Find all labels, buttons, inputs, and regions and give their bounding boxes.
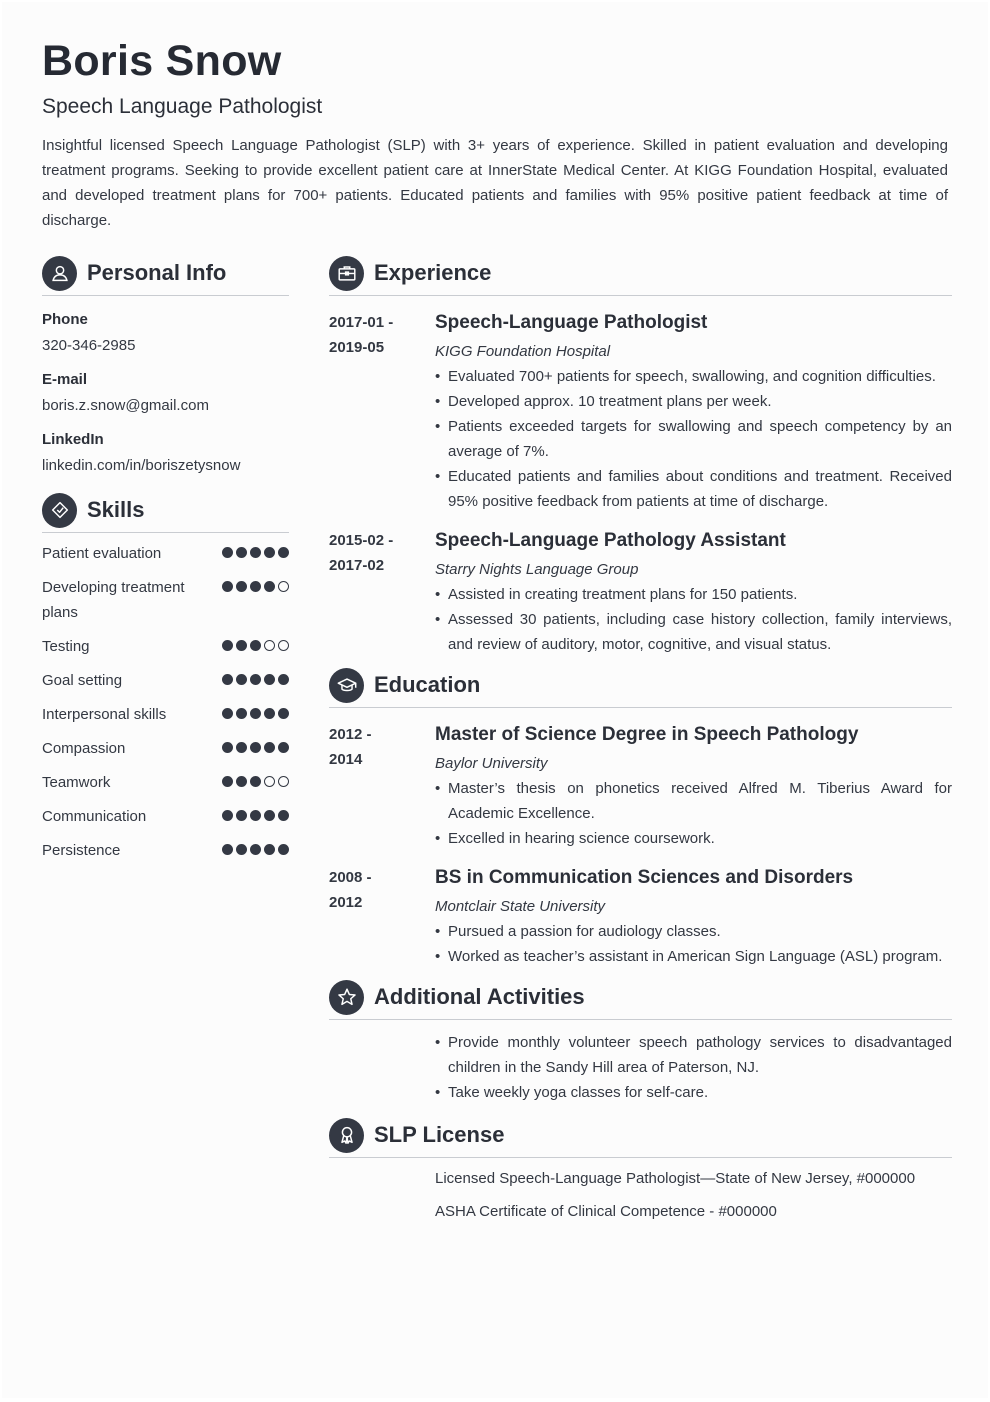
skill-name: Developing treatment plans xyxy=(42,579,185,622)
bullet-item: • Excelled in hearing science coursework. xyxy=(435,826,952,851)
activities-section xyxy=(329,979,952,1105)
skill-rating xyxy=(222,736,289,753)
left-column xyxy=(42,255,289,1224)
education-heading xyxy=(329,667,952,708)
experience-list xyxy=(329,310,952,657)
skill-rating xyxy=(222,575,289,592)
education-entry xyxy=(329,865,952,969)
personal-info-list xyxy=(42,310,289,476)
resume-columns xyxy=(42,255,952,1224)
education-entry xyxy=(329,722,952,851)
skills-heading xyxy=(42,492,289,533)
entry-body xyxy=(435,722,952,851)
rating-dot-filled xyxy=(264,674,275,685)
activity-item: • Provide monthly volunteer speech pathology services to disadvantaged children in the Sandy Hill area of Paterson, NJ. xyxy=(435,1030,952,1080)
entry-dates xyxy=(329,722,435,851)
skill-name: Interpersonal skills xyxy=(42,706,167,724)
activities-title: Additional Activities xyxy=(374,984,585,1010)
skill-row xyxy=(42,634,289,659)
bullet-item: • Educated patients and families about conditions and treatment. Received 95% positive feedback from patients at time of discharge. xyxy=(435,464,952,514)
skill-row xyxy=(42,575,289,625)
skill-row xyxy=(42,541,289,566)
skill-rating xyxy=(222,804,289,821)
phone-label: Phone xyxy=(42,311,88,329)
linkedin-label: LinkedIn xyxy=(42,431,104,449)
experience-entry xyxy=(329,310,952,514)
rating-dot-filled xyxy=(222,810,233,821)
rating-dot-filled xyxy=(222,776,233,787)
license-heading xyxy=(329,1117,952,1158)
rating-dot-empty xyxy=(264,776,275,787)
puzzle-hand-icon xyxy=(42,493,77,528)
skill-rating xyxy=(222,702,289,719)
entry-bullets xyxy=(435,364,952,514)
date-start: 2012 - xyxy=(329,726,372,744)
rating-dot-filled xyxy=(264,547,275,558)
rating-dot-filled xyxy=(236,640,247,651)
rating-dot-filled xyxy=(236,776,247,787)
rating-dot-filled xyxy=(236,708,247,719)
rating-dot-filled xyxy=(264,581,275,592)
entry-dates xyxy=(329,865,435,969)
entry-dates xyxy=(329,310,435,514)
rating-dot-filled xyxy=(250,674,261,685)
rating-dot-filled xyxy=(236,844,247,855)
rating-dot-empty xyxy=(278,776,289,787)
rating-dot-filled xyxy=(278,810,289,821)
rating-dot-filled xyxy=(278,674,289,685)
award-ribbon-icon xyxy=(329,1118,364,1153)
rating-dot-filled xyxy=(250,640,261,651)
bullet-item: • Evaluated 700+ patients for speech, swallowing, and cognition difficulties. xyxy=(435,364,952,389)
skill-rating xyxy=(222,668,289,685)
rating-dot-filled xyxy=(250,844,261,855)
skill-name: Communication xyxy=(42,808,147,826)
license-list xyxy=(435,1166,952,1224)
license-item: Licensed Speech-Language Pathologist—State of New Jersey, #000000 xyxy=(435,1170,916,1188)
right-column xyxy=(329,255,952,1224)
date-end: 2012 xyxy=(329,894,363,912)
entry-bullets xyxy=(435,919,952,969)
entry-bullets xyxy=(435,582,952,657)
skill-row xyxy=(42,838,289,863)
rating-dot-filled xyxy=(236,581,247,592)
rating-dot-empty xyxy=(278,581,289,592)
skill-name: Testing xyxy=(42,638,90,656)
rating-dot-filled xyxy=(250,547,261,558)
user-icon xyxy=(42,256,77,291)
rating-dot-filled xyxy=(250,742,261,753)
education-list xyxy=(329,722,952,969)
rating-dot-empty xyxy=(264,640,275,651)
rating-dot-filled xyxy=(250,708,261,719)
date-start: 2008 - xyxy=(329,869,372,887)
entry-body xyxy=(435,865,952,969)
activities-list xyxy=(435,1030,952,1105)
rating-dot-filled xyxy=(222,742,233,753)
skill-rating xyxy=(222,541,289,558)
entry-title: Speech-Language Pathology Assistant xyxy=(435,530,786,552)
skill-row xyxy=(42,770,289,795)
activities-heading xyxy=(329,979,952,1020)
rating-dot-filled xyxy=(278,742,289,753)
briefcase-icon xyxy=(329,256,364,291)
skill-row xyxy=(42,736,289,761)
activity-item: • Take weekly yoga classes for self-care. xyxy=(435,1080,952,1105)
bullet-item: • Pursued a passion for audiology classes. xyxy=(435,919,952,944)
bullet-item: • Patients exceeded targets for swallowing and speech competency by an average of 7%. xyxy=(435,414,952,464)
skill-rating xyxy=(222,838,289,855)
rating-dot-filled xyxy=(222,547,233,558)
entry-dates xyxy=(329,528,435,657)
bullet-item: • Assessed 30 patients, including case history collection, family interviews, and review of auditory, motor, cognitive, and visual status. xyxy=(435,607,952,657)
star-icon xyxy=(329,980,364,1015)
license-title: SLP License xyxy=(374,1122,505,1148)
education-section xyxy=(329,667,952,969)
rating-dot-filled xyxy=(250,776,261,787)
rating-dot-filled xyxy=(222,581,233,592)
rating-dot-filled xyxy=(264,810,275,821)
experience-section xyxy=(329,255,952,657)
rating-dot-filled xyxy=(236,742,247,753)
skill-name: Patient evaluation xyxy=(42,545,162,563)
rating-dot-filled xyxy=(278,547,289,558)
resume-page xyxy=(2,2,988,1398)
candidate-name: Boris Snow xyxy=(42,37,282,85)
entry-body xyxy=(435,310,952,514)
entry-organization: Starry Nights Language Group xyxy=(435,561,639,579)
rating-dot-filled xyxy=(222,674,233,685)
summary-paragraph: Insightful licensed Speech Language Pathologist (SLP) with 3+ years of experience. Skilled in patient evaluation and developing treatment programs. Seeking to provide excellent patient care at InnerState Medical Center. At KIGG Foundation Hospital, evaluated and developed treatment plans for 700+ patients. Educated patients and families with 95% positive patient feedback at time of discharge. xyxy=(42,137,948,230)
bullet-item: • Worked as teacher’s assistant in American Sign Language (ASL) program. xyxy=(435,944,952,969)
rating-dot-filled xyxy=(236,547,247,558)
license-item: ASHA Certificate of Clinical Competence - #000000 xyxy=(435,1203,777,1221)
job-title: Speech Language Pathologist xyxy=(42,95,323,119)
personal-info-heading xyxy=(42,255,289,296)
skill-rating xyxy=(222,634,289,651)
entry-organization: KIGG Foundation Hospital xyxy=(435,343,611,361)
skill-name: Persistence xyxy=(42,842,121,860)
entry-bullets xyxy=(435,776,952,851)
bullet-item: • Developed approx. 10 treatment plans per week. xyxy=(435,389,952,414)
rating-dot-filled xyxy=(264,844,275,855)
rating-dot-filled xyxy=(278,844,289,855)
date-start: 2015-02 - xyxy=(329,532,394,550)
entry-title: Master of Science Degree in Speech Pathology xyxy=(435,724,859,746)
experience-heading xyxy=(329,255,952,296)
experience-entry xyxy=(329,528,952,657)
skill-row xyxy=(42,804,289,829)
rating-dot-filled xyxy=(250,581,261,592)
entry-organization: Montclair State University xyxy=(435,898,606,916)
bullet-item: • Master’s thesis on phonetics received Alfred M. Tiberius Award for Academic Excellence. xyxy=(435,776,952,826)
entry-title: Speech-Language Pathologist xyxy=(435,312,708,334)
experience-title: Experience xyxy=(374,260,492,286)
rating-dot-filled xyxy=(222,844,233,855)
graduation-cap-icon xyxy=(329,668,364,703)
bullet-item: • Assisted in creating treatment plans for 150 patients. xyxy=(435,582,952,607)
rating-dot-filled xyxy=(278,708,289,719)
rating-dot-filled xyxy=(222,640,233,651)
rating-dot-empty xyxy=(278,640,289,651)
skill-name: Teamwork xyxy=(42,774,111,792)
rating-dot-filled xyxy=(222,708,233,719)
education-title: Education xyxy=(374,672,481,698)
skills-list xyxy=(42,541,289,863)
linkedin-value: linkedin.com/in/boriszetysnow xyxy=(42,457,241,475)
skills-title: Skills xyxy=(87,497,145,523)
date-end: 2017-02 xyxy=(329,557,385,575)
skill-row xyxy=(42,668,289,693)
personal-info-title: Personal Info xyxy=(87,260,227,286)
date-end: 2014 xyxy=(329,751,363,769)
entry-body xyxy=(435,528,952,657)
rating-dot-filled xyxy=(250,810,261,821)
date-end: 2019-05 xyxy=(329,339,385,357)
rating-dot-filled xyxy=(236,810,247,821)
email-value: boris.z.snow@gmail.com xyxy=(42,397,209,415)
activities-body xyxy=(435,1030,952,1105)
rating-dot-filled xyxy=(264,708,275,719)
entry-organization: Baylor University xyxy=(435,755,548,773)
skill-row xyxy=(42,702,289,727)
rating-dot-filled xyxy=(264,742,275,753)
phone-value: 320-346-2985 xyxy=(42,337,136,355)
skill-name: Goal setting xyxy=(42,672,123,690)
rating-dot-filled xyxy=(236,674,247,685)
entry-title: BS in Communication Sciences and Disorders xyxy=(435,867,854,889)
date-start: 2017-01 - xyxy=(329,314,394,332)
license-section xyxy=(329,1117,952,1224)
skill-rating xyxy=(222,770,289,787)
skill-name: Compassion xyxy=(42,740,126,758)
email-label: E-mail xyxy=(42,371,88,389)
